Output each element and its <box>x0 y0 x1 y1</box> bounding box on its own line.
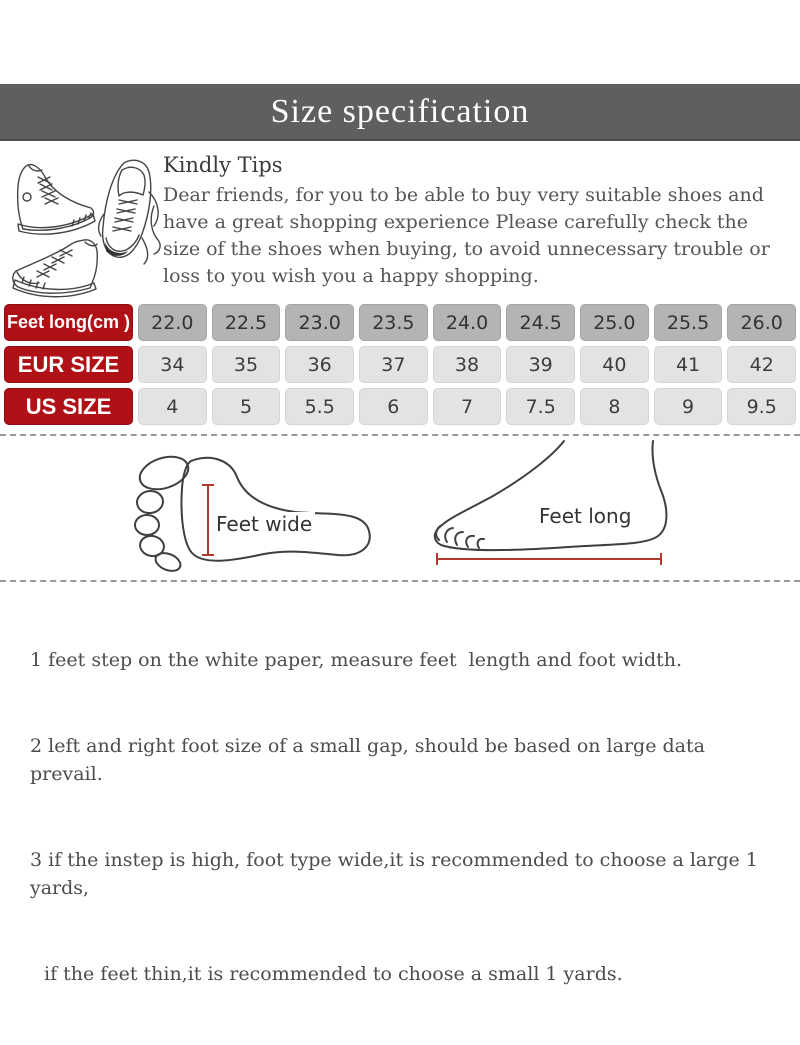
instruction-line-3: 3 if the instep is high, foot type wide,it is recommended to choose a large 1 yards, <box>30 848 764 899</box>
table-cell: 24.5 <box>506 304 575 341</box>
table-cell: 38 <box>433 346 502 383</box>
table-cell: 40 <box>580 346 649 383</box>
table-row-feet-long <box>4 304 796 341</box>
title-bar <box>0 84 800 141</box>
instructions-section <box>30 589 780 1045</box>
table-cell: 36 <box>285 346 354 383</box>
table-cell: 22.0 <box>138 304 207 341</box>
table-cell: 25.5 <box>654 304 723 341</box>
table-cell: 5 <box>212 388 281 425</box>
instruction-line-3-continued: if the feet thin,it is recommended to choose a small 1 yards. <box>44 962 623 985</box>
table-cell: 6 <box>359 388 428 425</box>
table-cell: 7.5 <box>506 388 575 425</box>
size-table <box>4 304 796 425</box>
table-cell: 5.5 <box>285 388 354 425</box>
page-title: Size specification <box>270 92 530 130</box>
instruction-line-1: 1 feet step on the white paper, measure feet length and foot width. <box>30 649 683 671</box>
table-cell: 23.0 <box>285 304 354 341</box>
table-cell: 23.5 <box>359 304 428 341</box>
row-header-feet-long: Feet long(cm ) <box>4 304 133 341</box>
kindly-tips-section <box>163 153 791 290</box>
table-row-us-size <box>4 388 796 425</box>
table-cell: 22.5 <box>212 304 281 341</box>
row-header-eur-size: EUR SIZE <box>4 346 133 383</box>
table-cell: 9 <box>654 388 723 425</box>
dashed-divider <box>0 580 800 582</box>
tips-heading: Kindly Tips <box>163 153 283 177</box>
table-cell: 34 <box>138 346 207 383</box>
row-header-us-size: US SIZE <box>4 388 133 425</box>
table-cell: 24.0 <box>433 304 502 341</box>
table-cell: 9.5 <box>727 388 796 425</box>
feet-wide-label: Feet wide <box>213 512 315 536</box>
table-row-eur-size <box>4 346 796 383</box>
table-cell: 42 <box>727 346 796 383</box>
table-cell: 7 <box>433 388 502 425</box>
table-cell: 41 <box>654 346 723 383</box>
table-cell: 25.0 <box>580 304 649 341</box>
table-cell: 8 <box>580 388 649 425</box>
feet-long-label: Feet long <box>536 504 634 528</box>
instruction-line-2: 2 left and right foot size of a small gap, should be based on large data prevail. <box>30 734 711 785</box>
tips-body: Dear friends, for you to be able to buy very suitable shoes and have a great shopping experience Please carefully check the size of the shoes when buying, to avoid unnecessary trouble or loss to you wish you a happy shopping. <box>163 184 770 287</box>
sneakers-sketch-icon <box>2 150 162 300</box>
table-cell: 4 <box>138 388 207 425</box>
dashed-divider <box>0 434 800 436</box>
table-cell: 37 <box>359 346 428 383</box>
table-cell: 39 <box>506 346 575 383</box>
table-cell: 26.0 <box>727 304 796 341</box>
table-cell: 35 <box>212 346 281 383</box>
